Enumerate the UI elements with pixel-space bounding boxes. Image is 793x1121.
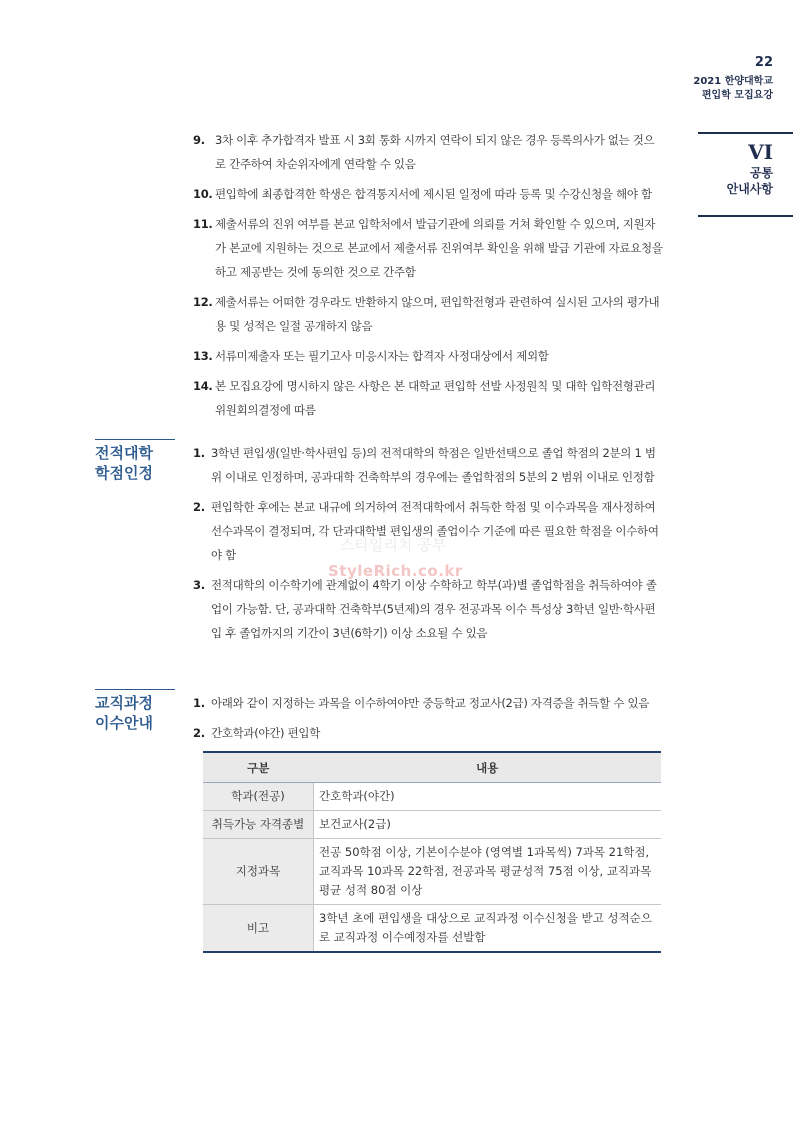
item-text: 편입학에 최종합격한 학생은 합격통지서에 제시된 일정에 따라 등록 및 수강신청을 해야 함 (215, 187, 652, 201)
section-title-line2: 학점인정 (95, 464, 153, 482)
table-row (203, 839, 661, 905)
item-text: 편입학한 후에는 본교 내규에 의거하여 전적대학에서 취득한 학점 및 이수과목을 재사정하여 선수과목이 결정되며, 각 단과대학별 편입생의 졸업이수 기준에 따른 필요한 학점을 이수하여야 함 (211, 500, 659, 562)
list-item (193, 573, 663, 645)
list-item (193, 290, 663, 338)
list-item (193, 691, 663, 715)
table-row (203, 811, 661, 839)
item-number: 12. (193, 295, 213, 309)
table-header-row (203, 752, 661, 783)
section-title-line2: 이수안내 (95, 714, 153, 732)
running-header-line1: 2021 한양대학교 (693, 76, 773, 87)
item-text: 제출서류는 어떠한 경우라도 반환하지 않으며, 편입학전형과 관련하여 실시된 고사의 평가내용 및 성적은 일절 공개하지 않음 (215, 295, 660, 333)
row-label: 지정과목 (203, 839, 314, 905)
list-item (193, 212, 663, 284)
row-value: 보건교사(2급) (314, 811, 662, 839)
table-row (203, 905, 661, 953)
item-number: 2. (193, 500, 205, 514)
item-text: 아래와 같이 지정하는 과목을 이수하여야만 중등학교 정교사(2급) 자격증을 취득할 수 있음 (211, 696, 650, 710)
row-value: 3학년 초에 편입생을 대상으로 교직과정 이수신청을 받고 성적순으로 교직과정 이수예정자를 선발함 (314, 905, 662, 953)
item-number: 14. (193, 379, 213, 393)
chapter-title-line2: 안내사항 (726, 182, 773, 196)
item-number: 13. (193, 349, 213, 363)
item-text: 서류미제출자 또는 필기고사 미응시자는 합격자 사정대상에서 제외함 (215, 349, 549, 363)
item-number: 3. (193, 578, 205, 592)
chapter-number: VI (748, 140, 773, 164)
chapter-divider-top (698, 132, 793, 134)
section-title-credit-transfer (95, 443, 153, 483)
table-row (203, 783, 661, 811)
item-text: 간호학과(야간) 편입학 (211, 726, 321, 740)
notice-list (193, 128, 663, 428)
chapter-divider-bottom (698, 215, 793, 217)
table-header-content: 내용 (314, 752, 662, 783)
watermark-korean: 스타일리치 공부 (340, 536, 447, 554)
section-divider (95, 689, 175, 690)
list-item (193, 441, 663, 489)
list-item (193, 721, 663, 745)
row-label: 취득가능 자격종별 (203, 811, 314, 839)
list-item (193, 344, 663, 368)
section-title-line1: 전적대학 (95, 444, 153, 462)
section-title-teaching-course (95, 693, 153, 733)
item-text: 3학년 편입생(일반·학사편입 등)의 전적대학의 학점은 일반선택으로 졸업 학점의 2분의 1 범위 이내로 인정하며, 공과대학 건축학부의 경우에는 졸업학점의 5분의 2 범위 이내로 인정함 (211, 446, 656, 484)
item-number: 11. (193, 217, 213, 231)
list-item (193, 495, 663, 567)
item-text: 제출서류의 진위 여부를 본교 입학처에서 발급기관에 의뢰를 거쳐 확인할 수 있으며, 지원자가 본교에 지원하는 것으로 본교에서 제출서류 진위여부 확인을 위해 발급 기관에 자료요청을 하고 제공받는 것에 동의한 것으로 간주함 (215, 217, 663, 279)
running-header (693, 75, 773, 103)
table-header-category: 구분 (203, 752, 314, 783)
row-value: 간호학과(야간) (314, 783, 662, 811)
item-number: 2. (193, 726, 205, 740)
section-title-line1: 교직과정 (95, 694, 153, 712)
item-number: 10. (193, 187, 213, 201)
item-number: 1. (193, 446, 205, 460)
row-label: 비고 (203, 905, 314, 953)
watermark: StyleRich.co.kr (328, 562, 463, 580)
item-text: 본 모집요강에 명시하지 않은 사항은 본 대학교 편입학 선발 사정원칙 및 대학 입학전형관리위원회의결정에 따름 (215, 379, 656, 417)
list-item (193, 182, 663, 206)
teaching-course-table (203, 751, 661, 953)
page-number: 22 (754, 55, 773, 70)
running-header-line2: 편입학 모집요강 (701, 90, 773, 101)
chapter-title (693, 165, 773, 197)
teaching-course-list (193, 691, 663, 751)
section-divider (95, 439, 175, 440)
row-value: 전공 50학점 이상, 기본이수분야 (영역별 1과목씩) 7과목 21학점, 교직과목 10과목 22학점, 전공과목 평균성적 75점 이상, 교직과목 평균 성적 80점 이상 (314, 839, 662, 905)
item-number: 9. (193, 133, 205, 147)
item-number: 1. (193, 696, 205, 710)
chapter-title-line1: 공통 (749, 166, 773, 180)
row-label: 학과(전공) (203, 783, 314, 811)
list-item (193, 374, 663, 422)
list-item (193, 128, 663, 176)
item-text: 전적대학의 이수학기에 관계없이 4학기 이상 수학하고 학부(과)별 졸업학점을 취득하여야 졸업이 가능함. 단, 공과대학 건축학부(5년제)의 경우 전공과목 이수 특성상 3학년 일반·학사편입 후 졸업까지의 기간이 3년(6학기) 이상 소요될 수 있음 (211, 578, 657, 640)
item-text: 3차 이후 추가합격자 발표 시 3회 통화 시까지 연락이 되지 않은 경우 등록의사가 없는 것으로 간주하여 차순위자에게 연락할 수 있음 (215, 133, 655, 171)
